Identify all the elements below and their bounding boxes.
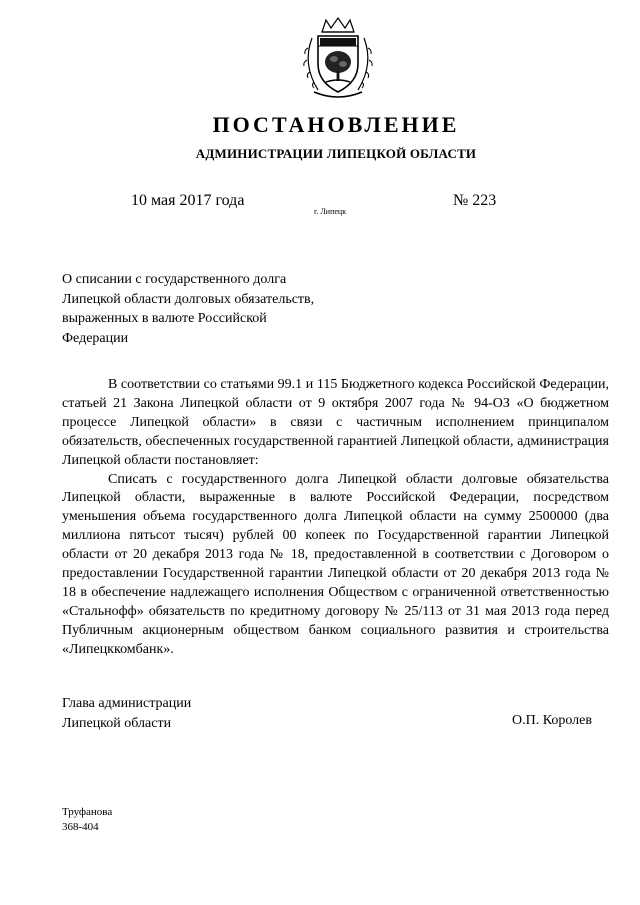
executor-phone: 368-404	[62, 821, 99, 833]
executor-info	[62, 805, 112, 835]
document-date: 10 мая 2017 года	[131, 192, 245, 209]
signatory-position-line: Глава администрации	[62, 696, 192, 711]
signatory-position	[62, 694, 191, 733]
document-title: ПОСТАНОВЛЕНИЕ	[212, 112, 460, 137]
document-body	[62, 376, 609, 660]
signatory-position-line: Липецкой области	[62, 715, 172, 731]
body-paragraph-preamble: В соответствии со статьями 99.1 и 115 Бюджетного кодекса Российской Федерации, статьей 21 Закона Липецкой области от 9 октября 2007 года № 94-ОЗ «О бюджетном процессе Липецкой области» в связи с частичным исполнением принципалом обязательств, обеспеченных государственной гарантией Липецкой области, администрация Липецкой области постановляет:	[62, 377, 609, 468]
subject-line: О списании с государственного долга	[62, 272, 287, 287]
body-paragraph-resolution: Списать с государственного долга Липецкой области долговые обязательства Липецкой области, выраженные в валюте Российской Федерации, посредством уменьшения объема государственного долга Липецкой области на сумму 2500000 (два миллиона пятьсот тысяч) рублей 00 копеек по Государственной гарантии Липецкой области от 20 декабря 2013 года № 18, предоставленной в соответствии с Договором о предоставлении Государственной гарантии Липецкой области от 20 декабря 2013 года № 18 в обеспечение надлежащего исполнения Обществом с ограниченной ответственностью «Стальнофф» обязательств по кредитному договору № 25/113 от 31 мая 2013 года перед Публичным акционерным обществом банком социального развития и строительства «Липецккомбанк».	[62, 471, 609, 657]
document-subtitle: АДМИНИСТРАЦИИ ЛИПЕЦКОЙ ОБЛАСТИ	[195, 146, 477, 161]
document-subject	[62, 270, 362, 348]
document-number: № 223	[453, 192, 497, 209]
signatory-name: О.П. Королев	[512, 713, 592, 728]
subject-line: Федерации	[62, 330, 129, 346]
lipetsk-coat-of-arms-icon	[298, 16, 378, 100]
document-city: г. Липецк	[314, 207, 347, 216]
subject-line: выраженных в валюте Российской	[62, 311, 267, 326]
executor-name: Труфанова	[62, 806, 113, 818]
subject-line: Липецкой области долговых обязательств,	[62, 291, 315, 307]
